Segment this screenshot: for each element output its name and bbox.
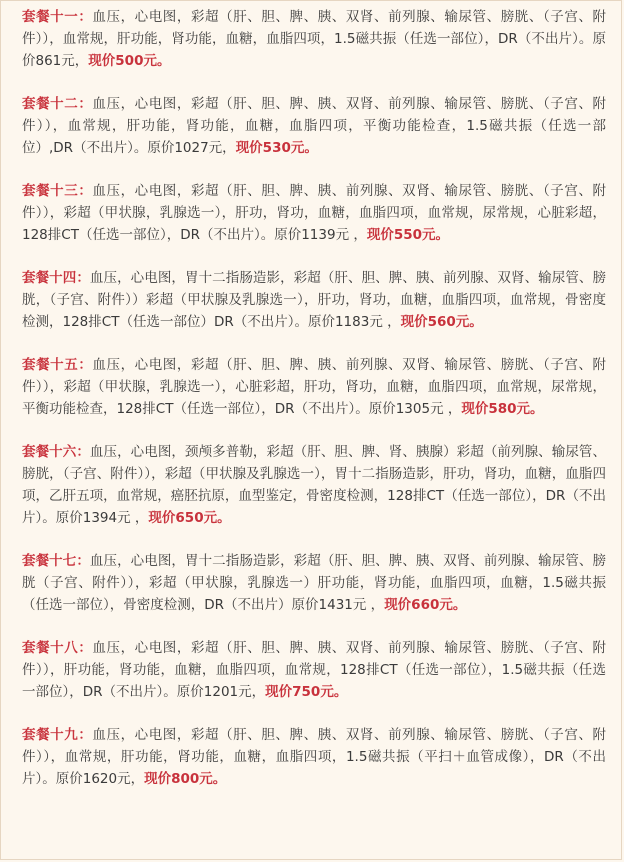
package-price: 现价660元。 — [384, 597, 467, 613]
package-price: 现价550元。 — [366, 227, 450, 243]
package-items: 血压，心电图，胃十二指肠造影，彩超（肝、胆、脾、胰、前列腺、双肾、输尿管、膀胱，（子宫、附件））彩超（甲状腺及乳腺选一），肝功，肾功，血糖，血脂四项，血常规，骨密度检测，128排CT（任选一部位）DR（不出片）。原价1183元 ， — [22, 270, 607, 330]
package-items: 血压，心电图，彩超（肝、胆、脾、胰、前列腺、双肾、输尿管、膀胱、（子宫、附件）），彩超（甲状腺，乳腺选一），肝功，肾功，血糖，血脂四项，血常规，尿常规，心脏彩超，128排CT（任选一部位），DR（不出片）。原价1139元 ， — [22, 183, 607, 243]
package-title: 套餐十五： — [22, 357, 93, 373]
package-item-16 — [22, 441, 606, 529]
package-item-14 — [22, 267, 606, 333]
package-items: 血压，心电图，胃十二指肠造影，彩超（肝、胆、脾、胰、双肾、前列腺、输尿管、膀胱（子宫、附件）），彩超（甲状腺，乳腺选一）肝功能，肾功能，血脂四项，血糖，1.5磁共振（任选一部位），骨密度检测，DR（不出片）原价1431元 ， — [22, 553, 607, 613]
package-item-15 — [22, 354, 606, 420]
package-title: 套餐十四： — [22, 270, 90, 286]
package-item-13 — [22, 180, 606, 246]
package-item-11 — [22, 6, 606, 72]
package-price: 现价530元。 — [235, 140, 318, 156]
package-title: 套餐十六： — [22, 444, 90, 460]
package-item-12 — [22, 93, 606, 159]
package-items: 血压，心电图，彩超（肝、胆、脾、胰、双肾、前列腺、输尿管、膀胱、（子宫、附件）），血常规，肝功能，肾功能，血糖，血脂四项，平衡功能检查，1.5磁共振（任选一部位）,DR（不出片）。原价1027元， — [22, 96, 607, 156]
package-items: 血压，心电图，彩超（肝、胆、脾、胰、双肾、前列腺、输尿管、膀胱、（子宫、附件）），肝功能，肾功能，血糖，血脂四项，血常规，128排CT（任选一部位），1.5磁共振（任选一部位），DR（不出片）。原价1201元， — [22, 640, 607, 700]
package-items: 血压，心电图，颈颅多普勒，彩超（肝、胆、脾、肾、胰腺）彩超（前列腺、输尿管、膀胱，（子宫、附件）），彩超（甲状腺及乳腺选一），胃十二指肠造影，肝功，肾功，血糖，血脂四项，乙肝五项，血常规，癌胚抗原，血型鉴定，骨密度检测，128排CT（任选一部位），DR（不出片）。原价1394元 ， — [22, 444, 607, 526]
package-title: 套餐十七： — [22, 553, 90, 569]
package-item-17 — [22, 550, 606, 616]
package-title: 套餐十二： — [22, 96, 93, 112]
package-list — [22, 6, 606, 811]
package-price: 现价500元。 — [88, 53, 171, 69]
package-price: 现价560元。 — [400, 314, 483, 330]
package-price: 现价580元。 — [461, 401, 544, 417]
package-items: 血压，心电图，彩超（肝、胆、脾、胰、前列腺、双肾、输尿管、膀胱、（子宫、附件）），彩超（甲状腺，乳腺选一），心脏彩超，肝功，肾功，血糖，血脂四项，血常规，尿常规，平衡功能检查，128排CT（任选一部位），DR（不出片）。原价1305元 ， — [22, 357, 607, 417]
package-items: 血压，心电图，彩超（肝、胆、脾、胰、双肾、前列腺、输尿管、膀胱、（子宫、附件）），血常规，肝功能，肾功能，血糖，血脂四项，1.5磁共振（平扫＋血管成像），DR（不出片）。原价1620元， — [22, 727, 607, 787]
package-items: 血压，心电图，彩超（肝、胆、脾、胰、双肾、前列腺、输尿管、膀胱、（子宫、附件）），血常规，肝功能，肾功能，血糖，血脂四项，1.5磁共振（任选一部位），DR（不出片）。原价861元， — [22, 9, 607, 69]
package-price: 现价650元。 — [148, 510, 231, 526]
package-item-18 — [22, 637, 606, 703]
package-title: 套餐十一： — [22, 9, 93, 25]
package-title: 套餐十三： — [22, 183, 93, 199]
package-item-19 — [22, 724, 606, 790]
package-title: 套餐十八： — [22, 640, 93, 656]
package-price: 现价800元。 — [144, 771, 227, 787]
package-price: 现价750元。 — [265, 684, 348, 700]
package-title: 套餐十九： — [22, 727, 93, 743]
